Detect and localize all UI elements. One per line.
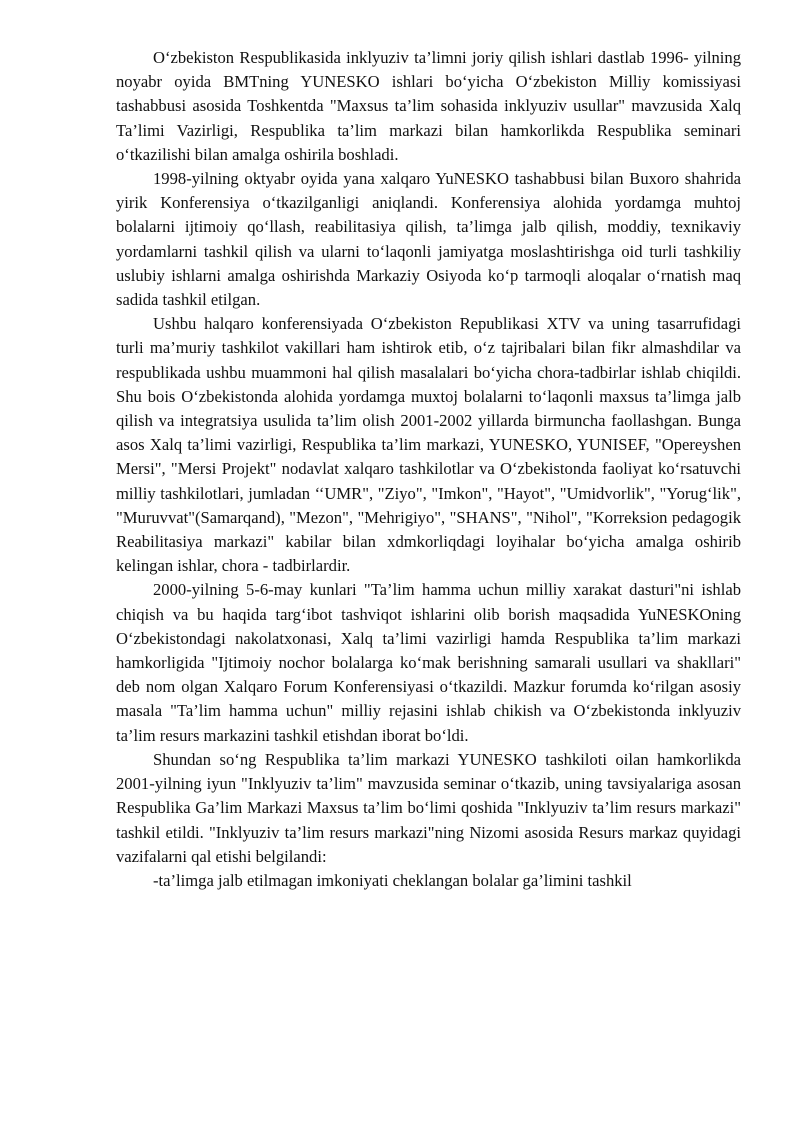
paragraph-1: O‘zbekiston Respublikasida inklyuziv ta’limni joriy qilish ishlari dastlab 1996- yilning noyabr oyida BMTning YUNESKO ishlari bo‘yicha O‘zbekiston Milliy komissiyasi tashabbusi asosida Toshkentda "Maxsus ta’lim sohasida inklyuziv usullar" mavzusida Xalq Ta’limi Vazirligi, Respublika ta’lim markazi bilan hamkorlikda Respublika seminari o‘tkazilishi bilan amalga oshirila boshladi. — [116, 48, 741, 164]
paragraph-6: -ta’limga jalb etilmagan imkoniyati cheklangan bolalar ga’limini tashkil — [153, 870, 632, 890]
paragraph-5: Shundan so‘ng Respublika ta’lim markazi YUNESKO tashkiloti oilan hamkorlikda 2001-yilning iyun "Inklyuziv ta’lim" mavzusida seminar o‘tkazib, uning tavsiyalariga asosan Respublika Ga’lim Markazi Maxsus ta’lim bo‘limi qoshida "Inklyuziv ta’lim resurs markazi" tashkil etildi. "Inklyuziv ta’lim resurs markazi"ning Nizomi asosida Resurs markaz quyidagi vazifalarni qal etishi belgilandi: — [116, 749, 741, 866]
paragraph-3: Ushbu halqaro konferensiyada O‘zbekiston Republikasi XTV va uning tasarrufidagi turli ma’muriy tashkilot vakillari ham ishtirok etib, o‘z tajribalari bilan fikr almashdilar va respublikada ushbu muammoni hal qilish masalalari bo‘yicha chora-tadbirlar ishlab chiqildi. Shu bois O‘zbekistonda alohida yordamga muxtoj bolalarni to‘laqonli maxsus ta’limga jalb qilish va integratsiya usulida ta’lim olish 2001-2002 yillarda birmuncha faollashgan. Bunga asos Xalq ta’limi vazirligi, Respublika ta’lim markazi, YUNESKO, YUNISEF, "Opereyshen Mersi", "Mersi Projekt" nodavlat xalqaro tashkilotlar va O‘zbekistonda faoliyat ko‘rsatuvchi milliy tashkilotlari, jumladan ‘‘UMR", "Ziyo", "Imkon", "Hayot", "Umidvorlik", "Yorug‘lik", "Muruvvat"(Samarqand), "Mezon", "Mehrigiyo", "SHANS", "Nihol", "Korreksion pedagogik Reabilitasiya markazi" kabilar bilan xdmkorliqdagi loyihalar bo‘yicha amalga oshirib kelingan ishlar, chora - tadbirlardir. — [116, 314, 741, 576]
paragraph-2: 1998-yilning oktyabr oyida yana xalqaro YuNESKO tashabbusi bilan Buxoro shahrida yirik Konferensiya o‘tkazilganligi aniqlandi. Konferensiya alohida yordamga muhtoj bolalarni ijtimoiy qo‘llash, reabilitasiya qilish, ta’limga jalb qilish, moddiy, texnikaviy yordamlarni tashkil qilish va ularni to‘laqonli jamiyatga moslashtirishga oid turli tashkiliy uslubiy ishlarni amalga oshirishda Markaziy Osiyoda ko‘p tarmoqli aloqalar o‘rnatish maq sadida tashkil etilgan. — [116, 169, 741, 310]
paragraph-4: 2000-yilning 5-6-may kunlari "Ta’lim hamma uchun milliy xarakat dasturi"ni ishlab chiqish va bu haqida targ‘ibot tashviqot ishlarini olib borish maqsadida YuNESKOning O‘zbekistondagi nakolatxonasi, Xalq ta’limi vazirligi hamda Respublika ta’lim markazi hamkorligida "Ijtimoiy nochor bolalarga ko‘mak berishning samarali usullari va shakllari" deb nom olgan Xalqaro Forum Konferensiyasi o‘tkazildi. Mazkur forumda ko‘rilgan asosiy masala "Ta’lim hamma uchun" milliy rejasini ishlab chikish va O‘zbekistonda inklyuziv ta’lim resurs markazini tashkil etishdan iborat bo‘ldi. — [116, 580, 741, 745]
document-page — [116, 46, 741, 893]
